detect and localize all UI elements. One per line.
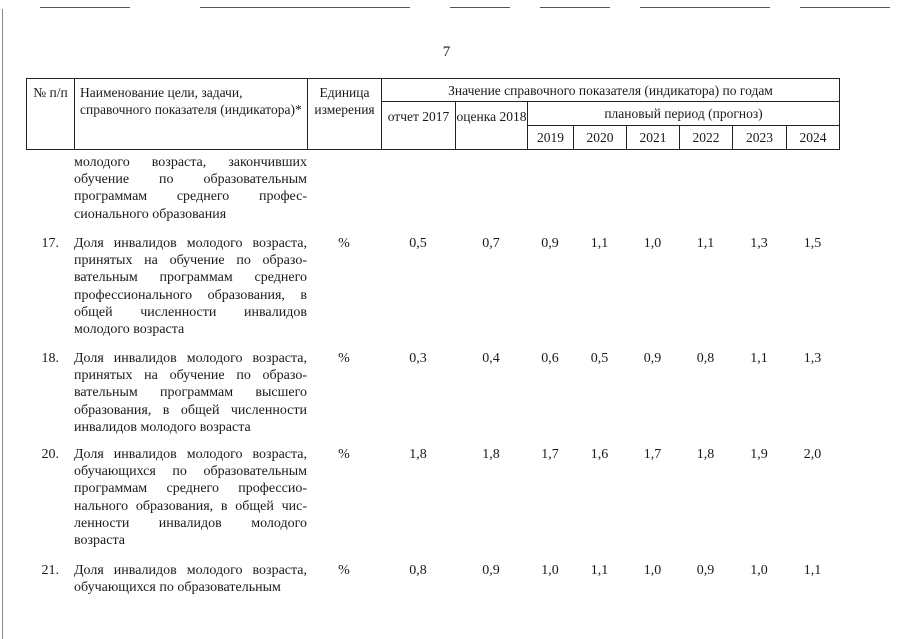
value-2020: 1,6 [590,447,609,462]
value-2020: 0,5 [590,351,609,366]
header-name: Наименование цели, задачи, справочного показателя (индикатора)* [75,79,308,150]
value-2018: 0,4 [482,351,500,366]
row-unit: % [338,351,350,366]
value-2024: 1,3 [803,351,822,366]
value-2019: 1,7 [541,447,559,462]
value-2023: 1,1 [750,351,768,366]
scan-artifact-line [40,7,130,8]
indicator-name-line: вательным программам среднего [74,270,307,286]
header-year: 2021 [627,126,680,150]
value-2019: 0,6 [541,351,559,366]
value-2021: 0,9 [643,351,662,366]
indicator-name-line: обучающихся по образовательным [74,464,307,480]
header-year: 2020 [574,126,627,150]
indicator-name-line: обучение по образовательным [74,172,307,188]
header-values: Значение справочного показателя (индикатора) по годам [382,79,840,102]
value-2017: 0,3 [409,351,427,366]
header-year: 2023 [733,126,787,150]
row-number: 21. [41,563,59,578]
indicator-name-line: возраста [74,533,125,549]
row-number: 18. [41,351,59,366]
row-unit: % [338,236,350,251]
indicator-name-line: программам среднего профес- [74,189,307,205]
header-year: 2022 [680,126,733,150]
indicator-name-line: Доля инвалидов молодого возраста, [74,447,307,462]
scan-artifact-line [450,7,510,8]
value-2023: 1,3 [750,236,768,251]
value-2019: 0,9 [541,236,559,251]
row-indicator-name [74,350,307,436]
indicator-name-line: Доля инвалидов молодого возраста, [74,236,307,251]
value-2023: 1,0 [750,563,768,578]
value-2022: 1,8 [696,447,715,462]
value-2021: 1,7 [643,447,662,462]
row-unit: % [338,563,350,578]
value-2022: 1,1 [696,236,715,251]
indicator-name-line: Доля инвалидов молодого возраста, [74,563,307,578]
indicator-name-line: общей численности инвалидов [74,304,307,320]
indicator-name-line: обучающихся по образовательным [74,580,281,596]
value-2021: 1,0 [643,563,662,578]
scan-artifact-line [540,7,610,8]
indicator-name-line: нального образования, в общей чис- [74,498,307,514]
table-header [26,78,840,150]
indicator-name-line: вательным программам высшего [74,385,307,401]
indicator-name-line: молодого возраста [74,322,185,338]
scan-artifact-line [800,7,890,8]
row-number: 17. [41,236,59,251]
value-2018: 0,9 [482,563,500,578]
row-indicator-name [74,446,307,549]
row-indicator-name [74,562,307,596]
indicator-name-line: принятых на обучение по образо- [74,368,307,384]
row-number: 20. [41,447,59,462]
value-2024: 1,1 [803,563,822,578]
indicator-name-line: ленности инвалидов молодого [74,515,307,531]
value-2017: 1,8 [409,447,427,462]
value-2018: 0,7 [482,236,500,251]
value-2017: 0,8 [409,563,427,578]
value-2024: 1,5 [803,236,822,251]
scan-artifact-line [200,7,410,8]
value-2023: 1,9 [750,447,768,462]
indicator-name-line: программам среднего профессио- [74,481,307,497]
value-2019: 1,0 [541,563,559,578]
indicator-name-line: сионального образования [74,206,227,222]
value-2020: 1,1 [590,563,609,578]
indicator-name-line: Доля инвалидов молодого возраста, [74,351,307,366]
value-2021: 1,0 [643,236,662,251]
value-2022: 0,9 [696,563,715,578]
row-indicator-name [74,235,307,338]
header-estimate-2018: оценка 2018 [456,102,528,150]
indicator-name-line: профессионального образования, в [74,287,307,303]
header-number: № п/п [27,79,75,150]
value-2017: 0,5 [409,236,427,251]
header-plan-period: плановый период (прогноз) [528,102,840,126]
header-unit: Единица измерения [308,79,382,150]
indicator-name-line: образования, в общей численности [74,402,307,418]
row-unit: % [338,447,350,462]
indicator-name-line: принятых на обучение по образо- [74,253,307,269]
value-2022: 0,8 [696,351,715,366]
header-report-2017: отчет 2017 [382,102,456,150]
scan-artifact-line [640,7,770,8]
indicator-name-line: молодого возраста, закончивших [74,155,307,170]
page-number: 7 [442,44,451,60]
value-2018: 1,8 [482,447,500,462]
scan-page-edge [2,9,3,639]
row-indicator-name [74,154,307,223]
header-year: 2024 [787,126,840,150]
indicator-name-line: инвалидов молодого возраста [74,419,251,435]
value-2020: 1,1 [590,236,609,251]
value-2024: 2,0 [803,447,822,462]
header-year: 2019 [528,126,574,150]
